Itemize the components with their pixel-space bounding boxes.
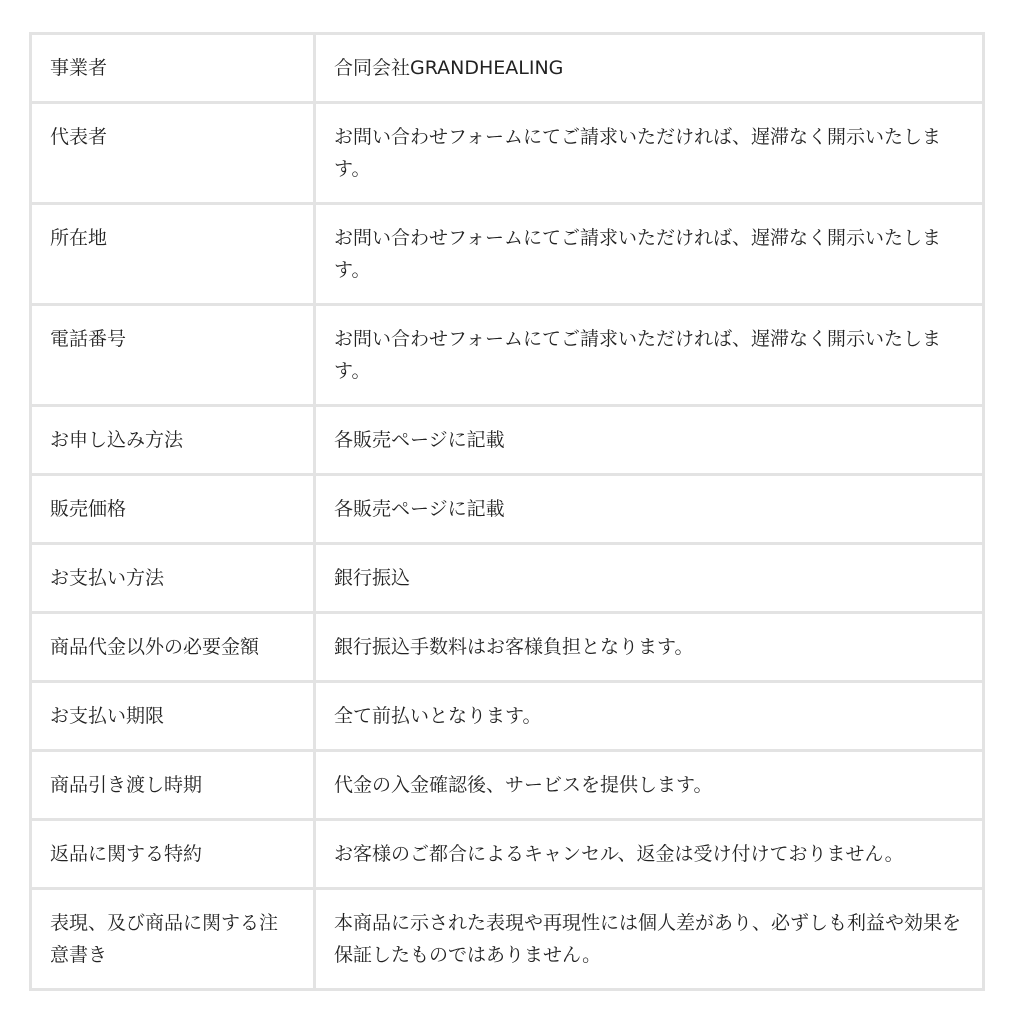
row-value: お客様のご都合によるキャンセル、返金は受け付けておりません。 — [315, 820, 984, 889]
table-row — [31, 544, 984, 613]
row-label: 販売価格 — [31, 475, 315, 544]
row-value: お問い合わせフォームにてご請求いただければ、遅滞なく開示いたします。 — [315, 103, 984, 204]
row-label: お支払い期限 — [31, 682, 315, 751]
table-row — [31, 613, 984, 682]
table-row — [31, 34, 984, 103]
row-value: 銀行振込 — [315, 544, 984, 613]
table-row — [31, 103, 984, 204]
row-value: 銀行振込手数料はお客様負担となります。 — [315, 613, 984, 682]
table-row — [31, 406, 984, 475]
row-value: お問い合わせフォームにてご請求いただければ、遅滞なく開示いたします。 — [315, 204, 984, 305]
row-label: 電話番号 — [31, 305, 315, 406]
row-value: 全て前払いとなります。 — [315, 682, 984, 751]
legal-disclosure-table — [29, 32, 985, 991]
row-label: 事業者 — [31, 34, 315, 103]
row-label: 所在地 — [31, 204, 315, 305]
table-body — [31, 34, 984, 990]
table-row — [31, 204, 984, 305]
row-value: 代金の入金確認後、サービスを提供します。 — [315, 751, 984, 820]
table-row — [31, 751, 984, 820]
table-row — [31, 682, 984, 751]
table-row — [31, 475, 984, 544]
row-label: 代表者 — [31, 103, 315, 204]
row-value: 各販売ページに記載 — [315, 406, 984, 475]
row-value: 合同会社GRANDHEALING — [315, 34, 984, 103]
row-label: 商品代金以外の必要金額 — [31, 613, 315, 682]
table-row — [31, 889, 984, 990]
row-label: 返品に関する特約 — [31, 820, 315, 889]
row-label: 表現、及び商品に関する注意書き — [31, 889, 315, 990]
table-row — [31, 305, 984, 406]
row-value: 本商品に示された表現や再現性には個人差があり、必ずしも利益や効果を保証したものではありません。 — [315, 889, 984, 990]
row-label: 商品引き渡し時期 — [31, 751, 315, 820]
row-label: お支払い方法 — [31, 544, 315, 613]
table-row — [31, 820, 984, 889]
row-value: お問い合わせフォームにてご請求いただければ、遅滞なく開示いたします。 — [315, 305, 984, 406]
row-value: 各販売ページに記載 — [315, 475, 984, 544]
row-label: お申し込み方法 — [31, 406, 315, 475]
